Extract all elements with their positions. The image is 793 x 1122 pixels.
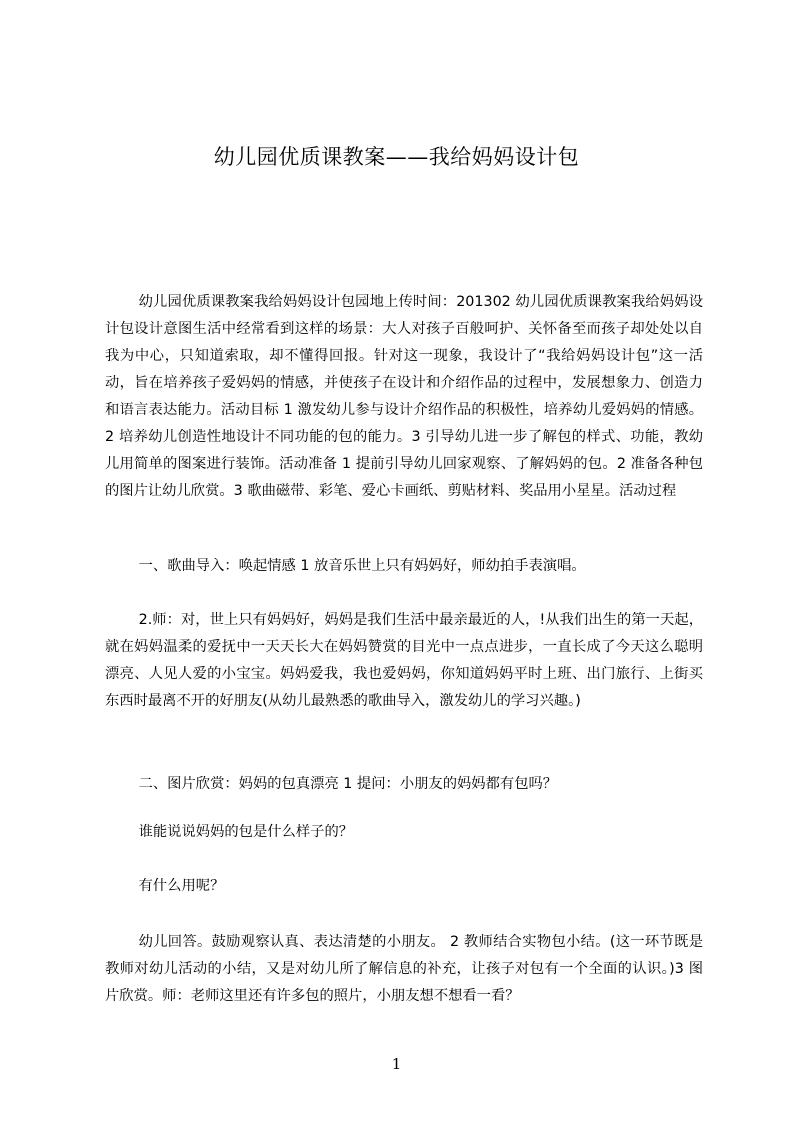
paragraph-intro: 幼儿园优质课教案我给妈妈设计包园地上传时间：201302 幼儿园优质课教案我给妈妈设计包设计意图生活中经常看到这样的场景：大人对孩子百般呵护、关怀备至而孩子却处处以自我为中心，只知道索取，却不懂得回报。针对这一现象，我设计了“我给妈妈设计包”这一活动，旨在培养孩子爱妈妈的情感，并使孩子在设计和介绍作品的过程中，发展想象力、创造力和语言表达能力。活动目标 1 激发幼儿参与设计介绍作品的积极性，培养幼儿爱妈妈的情感。2 培养幼儿创造性地设计不同功能的包的能力。3 引导幼儿进一步了解包的样式、功能，教幼儿用简单的图案进行装饰。活动准备 1 提前引导幼儿回家观察、了解妈妈的包。2 准备各种包的图片让幼儿欣赏。3 歌曲磁带、彩笔、爱心卡画纸、剪贴材料、奖品用小星星。活动过程	[105, 294, 703, 499]
paragraph-question-use: 有什么用呢？	[138, 878, 225, 894]
paragraph-question-shape: 谁能说说妈妈的包是什么样子的？	[138, 824, 354, 840]
page-number: 1	[391, 1055, 402, 1073]
paragraph-picture-appreciation: 二、图片欣赏：妈妈的包真漂亮 1 提问：小朋友的妈妈都有包吗？	[138, 776, 558, 792]
paragraph-song-intro: 一、歌曲导入：唤起情感 1 放音乐世上只有妈妈好，师幼拍手表演唱。	[138, 558, 586, 574]
document-title: 幼儿园优质课教案——我给妈妈设计包	[213, 145, 580, 169]
paragraph-children-answer: 幼儿回答。鼓励观察认真、表达清楚的小朋友。 2 教师结合实物包小结。(这一环节既是教师对幼儿活动的小结，又是对幼儿所了解信息的补充，让孩子对包有一个全面的认识。)3 图片欣赏。师：老师这里还有许多包的照片，小朋友想不想看一看？	[105, 934, 703, 1004]
paragraph-teacher-talk: 2.师：对，世上只有妈妈好，妈妈是我们生活中最亲最近的人，!从我们出生的第一天起，就在妈妈温柔的爱抚中一天天长大在妈妈赞赏的目光中一点点进步，一直长成了今天这么聪明漂亮、人见人爱的小宝宝。妈妈爱我，我也爱妈妈，你知道妈妈平时上班、出门旅行、上街买东西时最离不开的好朋友(从幼儿最熟悉的歌曲导入，激发幼儿的学习兴趣。)	[105, 612, 703, 709]
